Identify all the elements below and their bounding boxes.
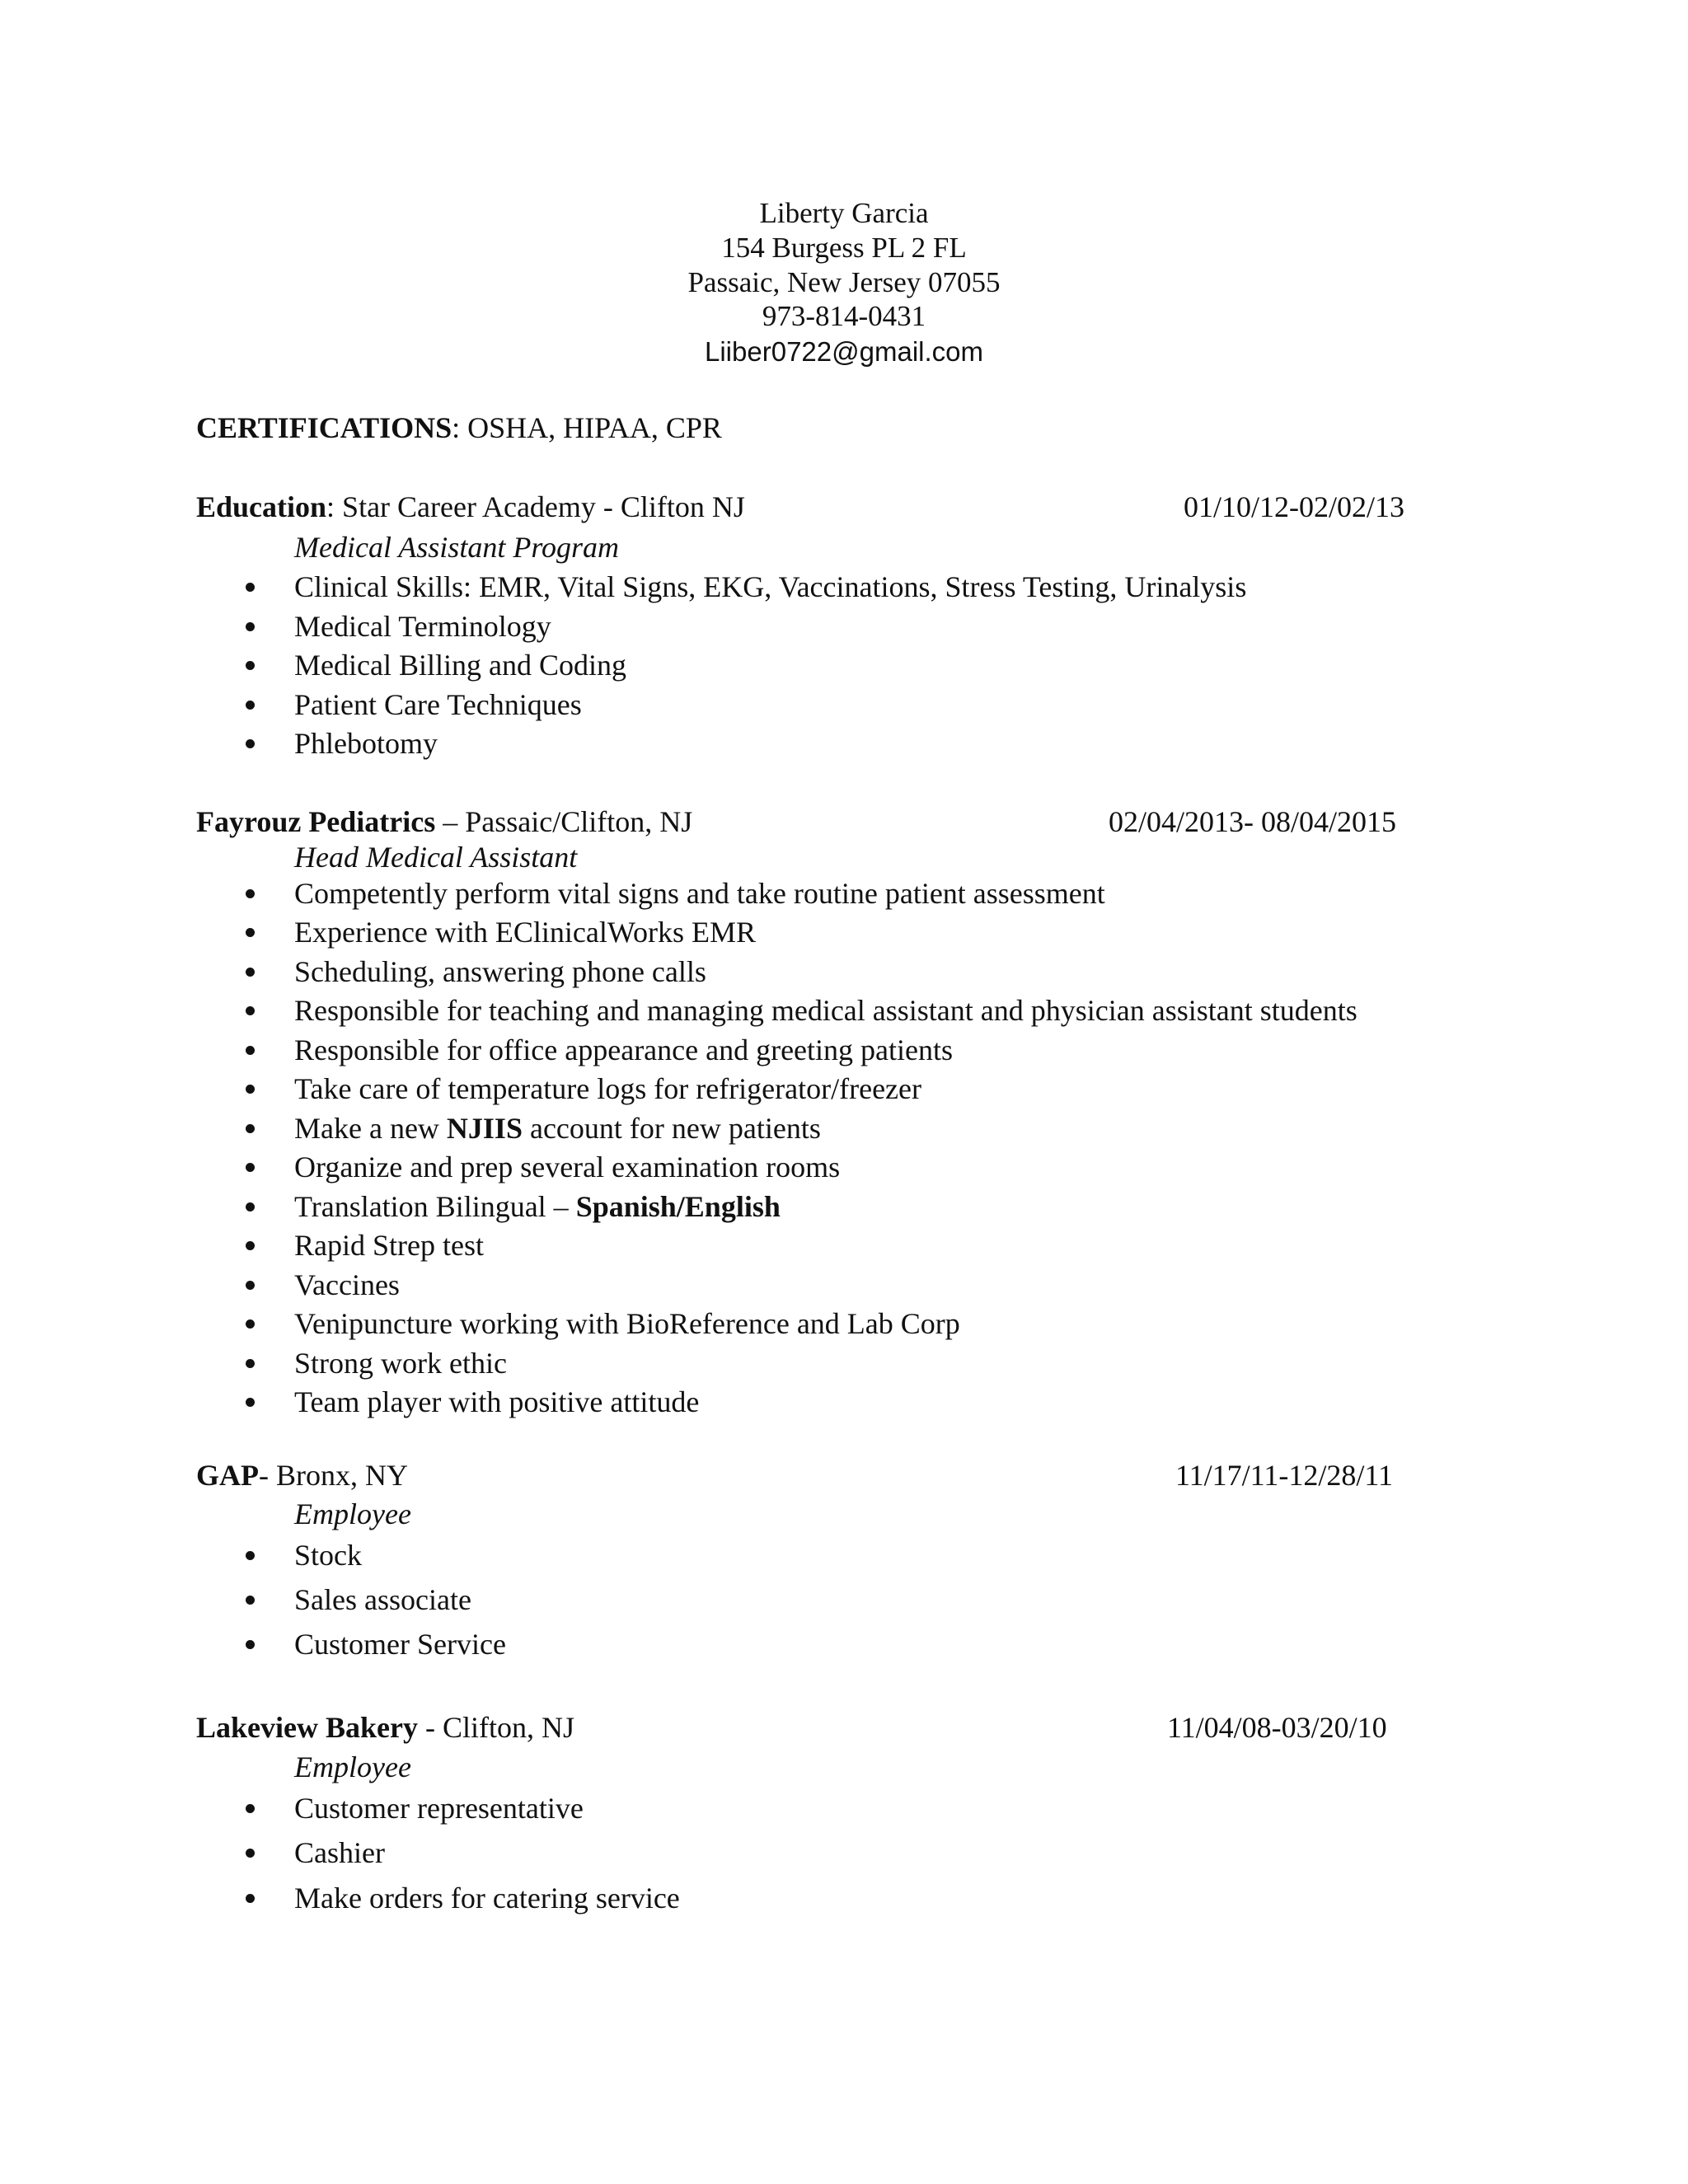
- bullet-icon: [246, 1551, 255, 1560]
- job-dates: 11/17/11-12/28/11: [1175, 1459, 1393, 1492]
- bullet-icon: [246, 1124, 255, 1133]
- job-title: Employee: [294, 1750, 411, 1783]
- bullet-icon: [246, 622, 255, 631]
- phone-number: 973-814-0431: [762, 300, 926, 332]
- bullet-icon: [246, 1163, 255, 1172]
- bullet-icon: [246, 1804, 255, 1813]
- job-heading-gap: [196, 1457, 408, 1493]
- bullet-icon: [246, 1640, 255, 1649]
- bullet-icon: [246, 1085, 255, 1094]
- employer-location: – Passaic/Clifton, NJ: [435, 805, 693, 838]
- certifications-line: [196, 410, 722, 446]
- bullet-icon: [246, 701, 255, 710]
- employer-name: Fayrouz Pediatrics: [196, 805, 436, 838]
- resume-page: Liberty Garcia 154 Burgess PL 2 FL Passaic, New Jersey 07055 973-814-0431 Liiber0722@gmail.com CERTIFICATIONS: OSHA, HIPAA, CPR Education: Star Career Academy - Clifton NJ 01/10/12-02/02/13 Medical Assistant Program Clinical Skills: EMR, Vital Signs, EKG, Vaccinations, Stress Testing, Urinalysis Medical Terminology Medical Billing and Coding Patient Care Techniques Phlebotomy Fayrouz Pediatrics – Passaic/Clifton, NJ 02/04/2013- 08/04/2015 Head Medical Assistant Competently perform vital signs and take routine patient assessment Experience with EClinicalWorks EMR Scheduling, answering phone calls Responsible for teaching and managing medical assistant and physician assistant students Responsible for office appearance and greeting patients Take care of temperature logs for refrigerator/freezer Make a new NJIIS account for new patients Organize and prep several examination rooms Translation Bilingual – Spanish/English Rapid Strep test Vaccines Venipuncture working with BioReference and Lab Corp Strong work ethic Team player with positive attitude GAP- Bronx, NY 11/17/11-12/28/11 Employee Stock Sales associate Customer Service Lakeview Bakery - Clifton, NJ 11/04/08-03/20/10 Employee Customer representative Cashier Make orders for catering service: [0, 0, 1688, 2184]
- education-program: Medical Assistant Program: [294, 531, 619, 564]
- bullet-icon: [246, 1046, 255, 1055]
- job-title: Employee: [294, 1497, 411, 1530]
- job-title: Head Medical Assistant: [294, 841, 578, 874]
- education-school: : Star Career Academy - Clifton NJ: [326, 490, 745, 523]
- employer-location: - Clifton, NJ: [417, 1711, 574, 1744]
- employer-name: GAP: [196, 1459, 259, 1492]
- bullet-icon: [246, 1319, 255, 1329]
- bullet-icon: [246, 1894, 255, 1903]
- bullet-icon: [246, 928, 255, 937]
- certifications-text: : OSHA, HIPAA, CPR: [452, 411, 722, 444]
- bullet-icon: [246, 1849, 255, 1858]
- bullet-icon: [246, 1241, 255, 1250]
- certifications-label: CERTIFICATIONS: [196, 411, 452, 444]
- bullet-icon: [246, 1398, 255, 1407]
- bullet-icon: [246, 968, 255, 977]
- bullet-icon: [246, 1359, 255, 1368]
- bullet-icon: [246, 583, 255, 592]
- address-line-2: Passaic, New Jersey 07055: [687, 266, 1001, 298]
- employer-location: - Bronx, NY: [259, 1459, 408, 1492]
- email-address: Liiber0722@gmail.com: [705, 336, 983, 367]
- bullet-icon: [246, 739, 255, 748]
- bullet-icon: [246, 1006, 255, 1015]
- job-dates: 11/04/08-03/20/10: [1167, 1711, 1387, 1744]
- bullet-icon: [246, 1596, 255, 1605]
- job-heading-lakeview: [196, 1709, 574, 1746]
- job-heading-fayrouz: [196, 804, 692, 840]
- education-heading: [196, 489, 745, 525]
- employer-name: Lakeview Bakery: [196, 1711, 418, 1744]
- bullet-icon: [246, 889, 255, 898]
- education-label: Education: [196, 490, 327, 523]
- applicant-name: Liberty Garcia: [759, 197, 929, 229]
- bullet-icon: [246, 661, 255, 670]
- job-dates: 02/04/2013- 08/04/2015: [1109, 805, 1396, 838]
- address-line-1: 154 Burgess PL 2 FL: [721, 232, 967, 264]
- bullet-icon: [246, 1281, 255, 1290]
- bullet-icon: [246, 1202, 255, 1212]
- education-dates: 01/10/12-02/02/13: [1184, 490, 1404, 523]
